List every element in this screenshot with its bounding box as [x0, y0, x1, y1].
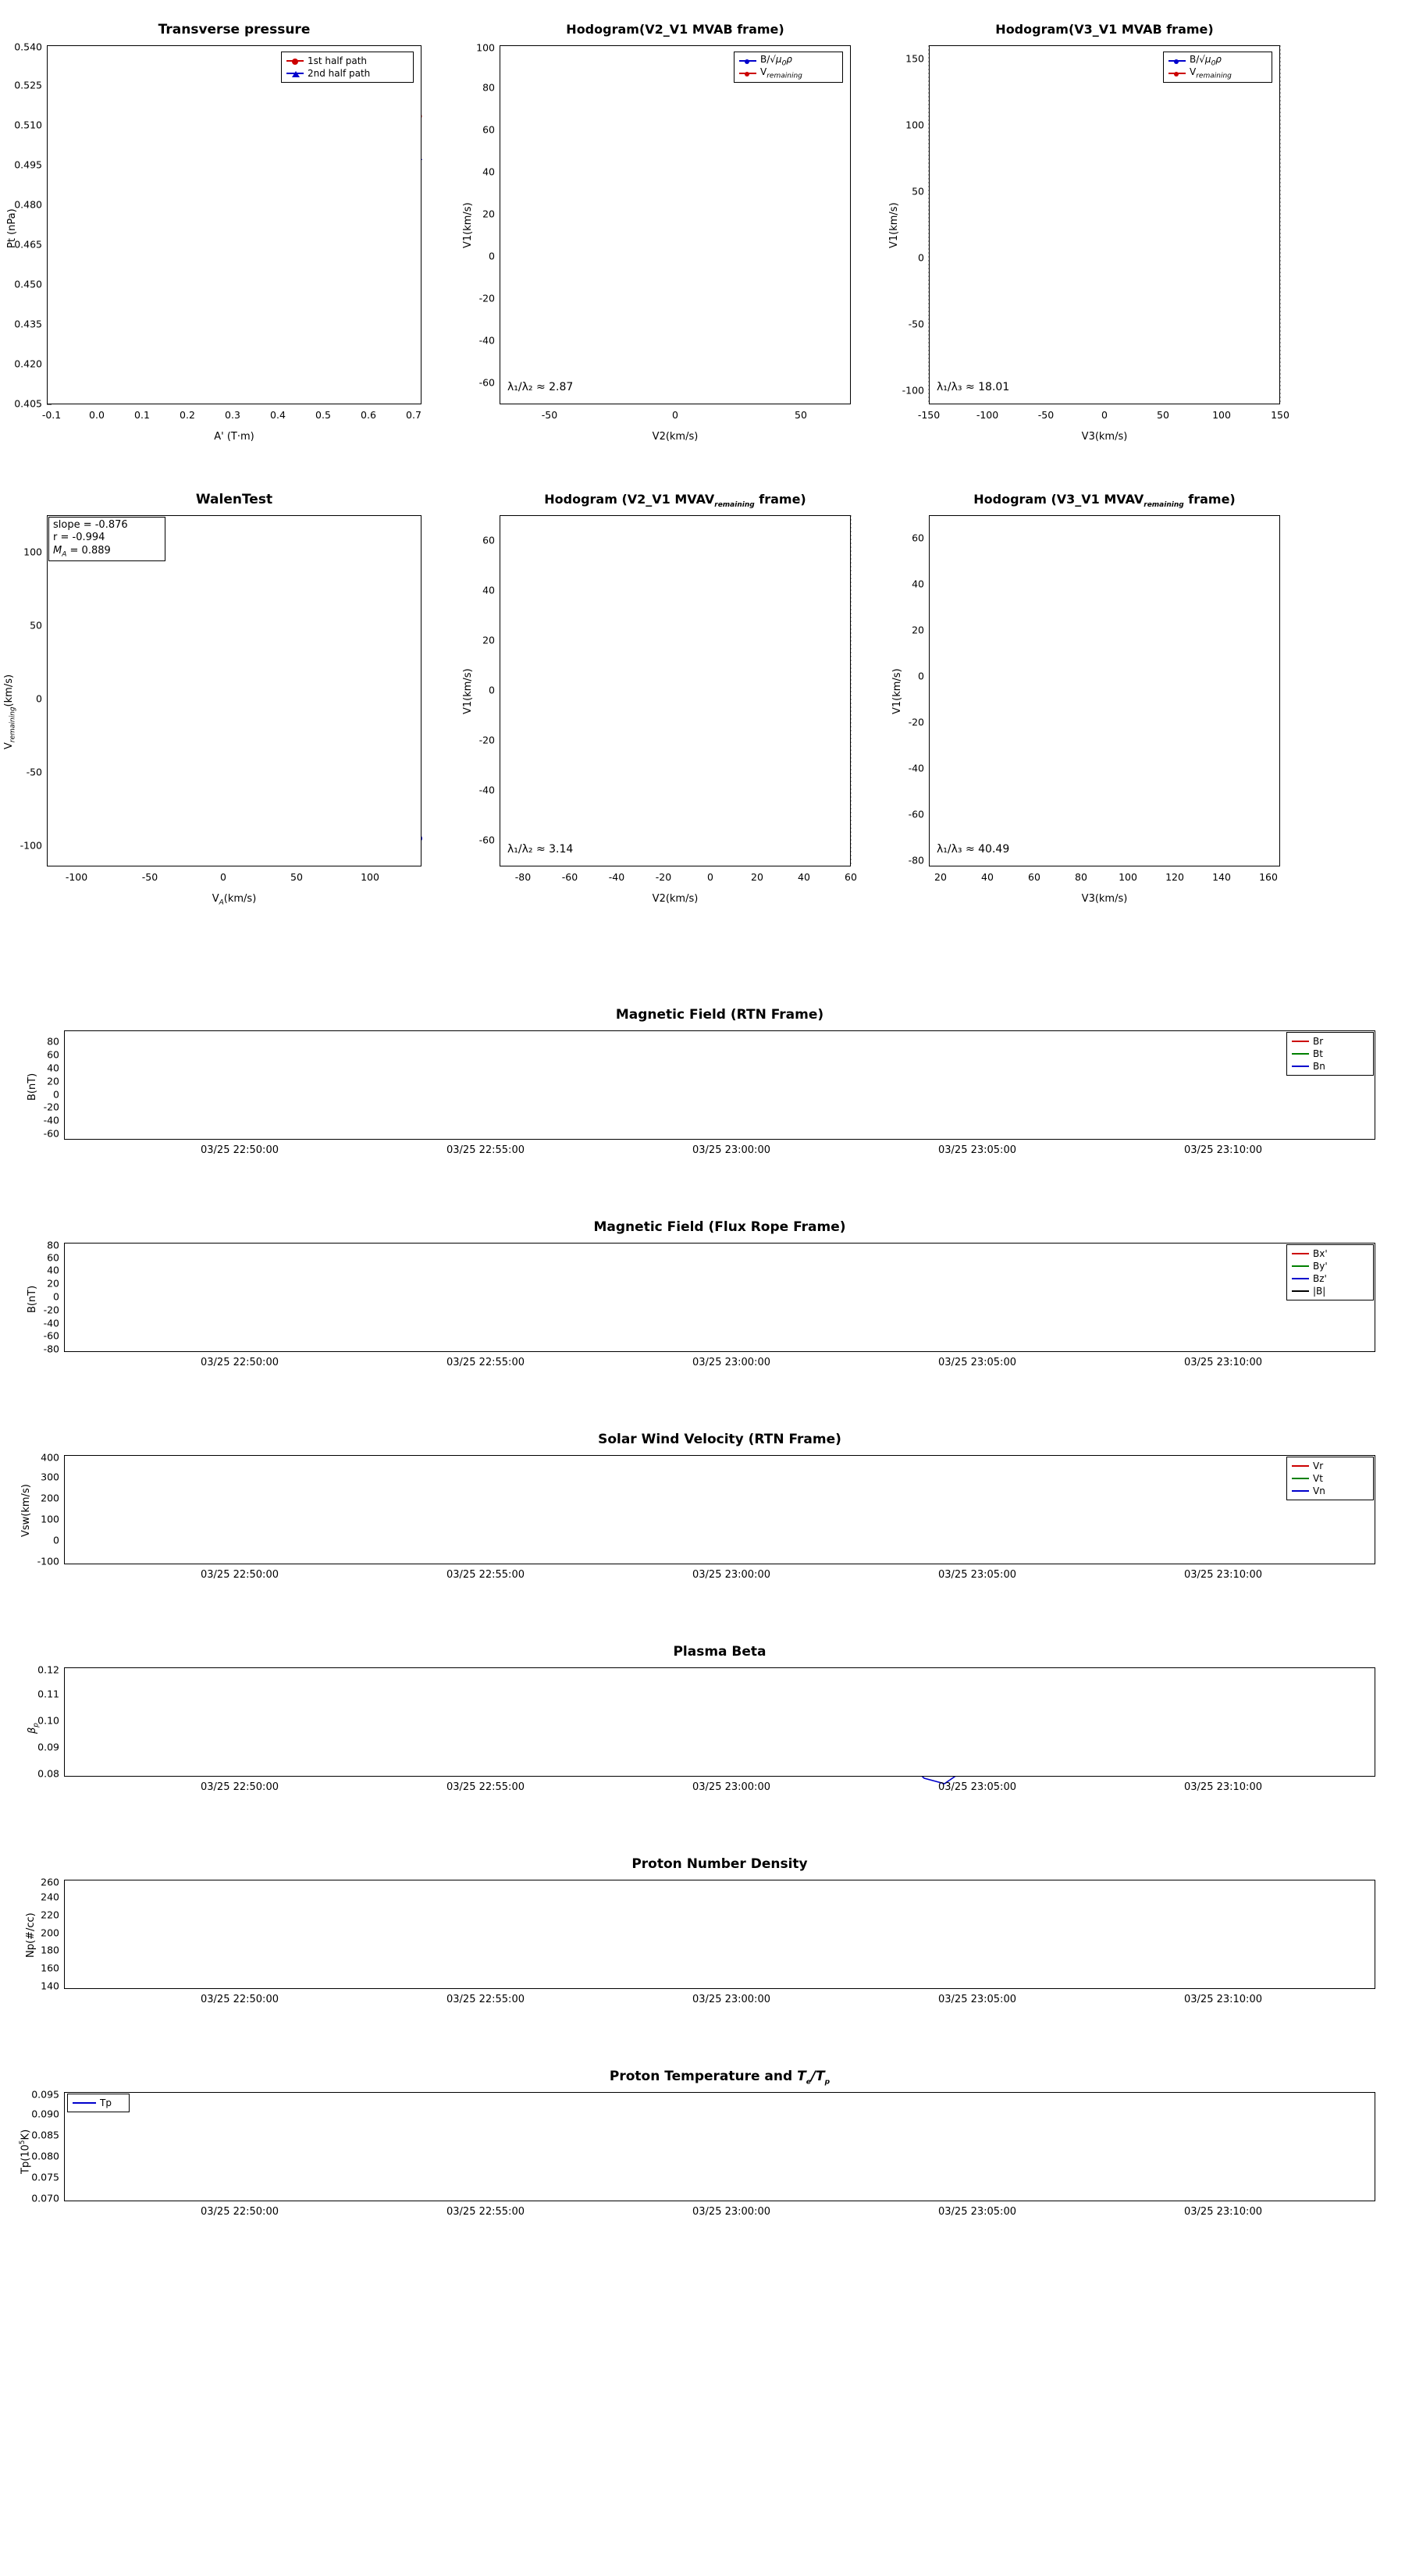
- line-swatch: [1292, 1053, 1309, 1055]
- svg-text:-50: -50: [908, 318, 924, 330]
- panel-title: Magnetic Field (Flux Rope Frame): [593, 1219, 846, 1235]
- svg-text:20: 20: [934, 871, 947, 883]
- svg-text:100: 100: [1119, 871, 1137, 883]
- legend-label: Vr: [1313, 1461, 1324, 1471]
- svg-text:60: 60: [47, 1048, 59, 1061]
- circle-marker-icon: [1174, 72, 1179, 76]
- svg-text:40: 40: [47, 1062, 59, 1074]
- axes-frame: [929, 45, 1280, 404]
- line-swatch: [1292, 1041, 1309, 1042]
- legend-item: [286, 55, 408, 67]
- legend-label: Bx': [1313, 1248, 1328, 1259]
- svg-text:-60: -60: [43, 1329, 59, 1342]
- line-swatch: [1292, 1066, 1309, 1067]
- eigenvalue-ratio-annotation: λ₁/λ₂ ≈ 3.14: [507, 843, 574, 856]
- y-axis-label: Pt (nPa): [6, 208, 18, 248]
- legend-item: [1292, 1247, 1368, 1260]
- legend-label: $B/√\mu_0\rho$: [760, 54, 792, 68]
- svg-text:-100: -100: [902, 384, 924, 397]
- axes-frame: [64, 1880, 1375, 1989]
- x-tick-label: 03/25 23:00:00: [692, 1144, 770, 1156]
- svg-text:80: 80: [47, 1239, 59, 1251]
- line-swatch: [1292, 1290, 1309, 1292]
- line-swatch: [286, 60, 304, 62]
- svg-text:-40: -40: [608, 871, 625, 883]
- svg-text:40: 40: [47, 1264, 59, 1276]
- svg-text:0: 0: [1101, 409, 1108, 421]
- axes-frame: [64, 1243, 1375, 1352]
- svg-text:0.08: 0.08: [37, 1767, 59, 1780]
- svg-text:0.405: 0.405: [14, 397, 42, 410]
- x-axis-label: V2(km/s): [652, 431, 699, 443]
- x-tick-label: 03/25 22:55:00: [446, 2206, 525, 2218]
- legend-item: [1292, 1035, 1368, 1048]
- svg-text:0.070: 0.070: [31, 2192, 59, 2204]
- svg-text:-50: -50: [1037, 409, 1055, 421]
- line-swatch: [286, 73, 304, 74]
- svg-text:100: 100: [476, 41, 495, 54]
- y-axis-label: V1(km/s): [462, 202, 474, 248]
- panel-title: Proton Number Density: [631, 1856, 808, 1872]
- svg-text:-100: -100: [65, 871, 88, 883]
- x-tick-label: 03/25 23:10:00: [1184, 1994, 1262, 2005]
- panel-title: Hodogram(V3_V1 MVAB frame): [995, 22, 1214, 37]
- svg-text:0: 0: [672, 409, 678, 421]
- y-axis-label: V1(km/s): [462, 668, 474, 714]
- panel-title: Magnetic Field (RTN Frame): [615, 1007, 824, 1023]
- svg-text:60: 60: [1028, 871, 1040, 883]
- y-axis-label: $V_{remaining}(km/s)$: [3, 674, 17, 749]
- x-tick-label: 03/25 22:55:00: [446, 1781, 525, 1793]
- x-axis-label: V2(km/s): [652, 893, 699, 905]
- svg-text:-100: -100: [37, 1555, 59, 1567]
- axes-frame: [500, 515, 851, 866]
- svg-text:-60: -60: [908, 808, 924, 820]
- legend-label: By': [1313, 1261, 1328, 1272]
- line-swatch: [1292, 1278, 1309, 1279]
- x-tick-label: 03/25 22:50:00: [201, 1781, 279, 1793]
- panel-proton-temperature: [19, 2069, 1375, 2218]
- axes-frame: [500, 45, 851, 404]
- axes-frame: [64, 1030, 1375, 1140]
- x-tick-label: 03/25 23:05:00: [938, 1569, 1016, 1581]
- x-axis-label: $V_A(km/s)$: [212, 893, 257, 907]
- svg-text:0.450: 0.450: [14, 278, 42, 290]
- legend-label: 1st half path: [308, 55, 368, 66]
- panel-magnetic-field-flux-rope: [27, 1219, 1375, 1368]
- line-swatch: [1168, 60, 1186, 62]
- legend-label: $V_{remaining}$: [1190, 66, 1232, 80]
- legend: [1286, 1032, 1374, 1076]
- svg-text:20: 20: [912, 624, 924, 636]
- panel-title: Transverse pressure: [158, 22, 311, 37]
- svg-text:60: 60: [482, 123, 495, 136]
- svg-text:-60: -60: [478, 834, 495, 846]
- x-tick-label: 03/25 22:50:00: [201, 1357, 279, 1368]
- svg-text:50: 50: [1157, 409, 1169, 421]
- svg-text:60: 60: [912, 532, 924, 544]
- line-swatch: [1292, 1490, 1309, 1492]
- legend: [1286, 1457, 1374, 1500]
- legend: [1163, 52, 1272, 83]
- svg-text:-60: -60: [478, 376, 495, 389]
- legend: [1286, 1244, 1374, 1300]
- svg-text:0.495: 0.495: [14, 158, 42, 171]
- legend-item: [286, 67, 408, 80]
- svg-text:40: 40: [482, 584, 495, 596]
- legend-label: Vn: [1313, 1485, 1325, 1496]
- legend-label: Br: [1313, 1036, 1324, 1047]
- x-tick-label: 03/25 23:00:00: [692, 1781, 770, 1793]
- x-tick-label: 03/25 23:10:00: [1184, 1781, 1262, 1793]
- panel-proton-number-density: [25, 1856, 1375, 2005]
- panel-title: Proton Temperature and $T_e/T_p$: [609, 2069, 831, 2087]
- svg-text:0: 0: [53, 1534, 59, 1546]
- svg-text:100: 100: [23, 546, 42, 558]
- panel-transverse-pressure: [6, 22, 422, 443]
- x-tick-label: 03/25 23:10:00: [1184, 1569, 1262, 1581]
- line-swatch: [73, 2102, 96, 2104]
- legend-label: $V_{remaining}$: [760, 66, 802, 80]
- panel-title: Hodogram (V2_V1 $MVAV_{remaining}$ frame): [544, 492, 806, 510]
- svg-text:80: 80: [482, 81, 495, 94]
- svg-text:-40: -40: [43, 1114, 59, 1126]
- svg-text:220: 220: [41, 1909, 59, 1921]
- svg-text:-20: -20: [43, 1304, 59, 1316]
- line-swatch: [1292, 1265, 1309, 1267]
- circle-marker-icon: [1174, 59, 1179, 64]
- y-axis-label: Vsw(km/s): [20, 1484, 32, 1537]
- y-axis-label: V1(km/s): [891, 668, 903, 714]
- x-tick-label: 03/25 22:55:00: [446, 1994, 525, 2005]
- x-tick-label: 03/25 23:05:00: [938, 1357, 1016, 1368]
- svg-text:150: 150: [905, 52, 924, 65]
- svg-text:-40: -40: [478, 334, 495, 347]
- legend-item: [1168, 55, 1267, 67]
- svg-text:100: 100: [361, 871, 379, 883]
- x-tick-label: 03/25 23:05:00: [938, 1144, 1016, 1156]
- legend-label: 2nd half path: [308, 68, 371, 79]
- svg-text:40: 40: [798, 871, 810, 883]
- svg-text:300: 300: [41, 1471, 59, 1483]
- svg-text:80: 80: [47, 1035, 59, 1048]
- panel-title: Solar Wind Velocity (RTN Frame): [598, 1432, 841, 1447]
- y-axis-label: B(nT): [27, 1073, 38, 1101]
- svg-text:50: 50: [30, 619, 42, 632]
- svg-text:20: 20: [47, 1277, 59, 1290]
- eigenvalue-ratio-annotation: λ₁/λ₃ ≈ 18.01: [937, 381, 1010, 393]
- svg-text:-80: -80: [908, 854, 924, 866]
- panel-hodogram-v2v1-mvab: [462, 22, 851, 443]
- svg-text:0: 0: [489, 250, 495, 262]
- svg-text:0.2: 0.2: [180, 409, 195, 421]
- line-swatch: [1292, 1465, 1309, 1467]
- eigenvalue-ratio-annotation: λ₁/λ₃ ≈ 40.49: [937, 843, 1010, 856]
- svg-text:140: 140: [41, 1980, 59, 1992]
- y-axis-label: $\beta_p$: [27, 1722, 41, 1734]
- svg-text:40: 40: [912, 578, 924, 590]
- svg-text:0.10: 0.10: [37, 1714, 59, 1727]
- svg-text:-80: -80: [43, 1343, 59, 1355]
- x-axis-label: V3(km/s): [1081, 893, 1128, 905]
- svg-text:180: 180: [41, 1944, 59, 1956]
- svg-text:0: 0: [220, 871, 226, 883]
- line-swatch: [1292, 1253, 1309, 1254]
- svg-text:50: 50: [912, 185, 924, 197]
- svg-text:200: 200: [41, 1492, 59, 1504]
- x-tick-label: 03/25 22:55:00: [446, 1144, 525, 1156]
- svg-text:-20: -20: [655, 871, 672, 883]
- svg-text:-0.1: -0.1: [41, 409, 62, 421]
- svg-text:0.11: 0.11: [37, 1688, 59, 1700]
- svg-text:-80: -80: [514, 871, 532, 883]
- panel-magnetic-field-rtn: [27, 1007, 1375, 1156]
- svg-text:20: 20: [751, 871, 763, 883]
- svg-text:-100: -100: [20, 839, 42, 852]
- x-tick-label: 03/25 22:50:00: [201, 1144, 279, 1156]
- legend-label: |B|: [1313, 1286, 1326, 1297]
- eigenvalue-ratio-annotation: λ₁/λ₂ ≈ 2.87: [507, 381, 574, 393]
- svg-text:0: 0: [918, 670, 924, 682]
- x-tick-label: 03/25 23:10:00: [1184, 1357, 1262, 1368]
- x-tick-label: 03/25 23:10:00: [1184, 1144, 1262, 1156]
- legend-item: [1292, 1260, 1368, 1272]
- legend-item: [1292, 1272, 1368, 1285]
- legend-label: $B/√\mu_0\rho$: [1190, 54, 1222, 68]
- circle-marker-icon: [745, 59, 749, 64]
- legend-label: Bt: [1313, 1048, 1323, 1059]
- svg-text:20: 20: [47, 1075, 59, 1087]
- svg-text:0: 0: [918, 251, 924, 264]
- panel-title: Hodogram(V2_V1 MVAB frame): [566, 22, 784, 37]
- svg-text:-40: -40: [43, 1317, 59, 1329]
- svg-text:0: 0: [707, 871, 713, 883]
- x-tick-label: 03/25 23:10:00: [1184, 2206, 1262, 2218]
- svg-text:-20: -20: [43, 1101, 59, 1113]
- y-axis-label: V1(km/s): [888, 202, 900, 248]
- svg-text:0.1: 0.1: [134, 409, 150, 421]
- axes-frame: [64, 1455, 1375, 1564]
- r-value: r = -0.994: [53, 532, 105, 544]
- svg-text:50: 50: [795, 409, 807, 421]
- x-axis-label: A' (T·m): [214, 431, 254, 443]
- legend-item: [1292, 1460, 1368, 1472]
- svg-text:60: 60: [47, 1251, 59, 1264]
- svg-text:0.085: 0.085: [31, 2129, 59, 2141]
- axes-frame: [64, 2092, 1375, 2201]
- svg-text:0.5: 0.5: [315, 409, 331, 421]
- svg-text:0.540: 0.540: [14, 41, 42, 53]
- svg-text:0.080: 0.080: [31, 2150, 59, 2162]
- svg-text:160: 160: [1259, 871, 1278, 883]
- svg-text:-40: -40: [908, 762, 924, 774]
- x-tick-label: 03/25 23:00:00: [692, 2206, 770, 2218]
- svg-text:0.435: 0.435: [14, 318, 42, 330]
- legend-item: [1292, 1285, 1368, 1297]
- panel-title: Plasma Beta: [673, 1644, 767, 1660]
- legend-item: [1292, 1472, 1368, 1485]
- legend: [67, 2094, 130, 2112]
- svg-text:200: 200: [41, 1927, 59, 1939]
- svg-text:0.0: 0.0: [89, 409, 105, 421]
- line-swatch: [1168, 73, 1186, 74]
- panel-solar-wind-velocity: [20, 1432, 1375, 1581]
- panel-hodogram-v2v1-mvav: [462, 492, 857, 905]
- svg-text:-60: -60: [43, 1127, 59, 1140]
- svg-text:40: 40: [482, 165, 495, 178]
- svg-text:0.525: 0.525: [14, 79, 42, 91]
- svg-text:-50: -50: [141, 871, 158, 883]
- legend-item: [73, 2097, 124, 2109]
- legend-label: Tp: [100, 2097, 112, 2108]
- svg-text:20: 20: [482, 208, 495, 220]
- line-swatch: [739, 73, 756, 74]
- svg-text:0.420: 0.420: [14, 358, 42, 370]
- svg-text:100: 100: [41, 1513, 59, 1525]
- svg-text:-100: -100: [976, 409, 999, 421]
- legend-item: [1168, 67, 1267, 80]
- axes-frame: [64, 1667, 1375, 1777]
- svg-text:-20: -20: [908, 716, 924, 728]
- triangle-marker-icon: [292, 71, 300, 77]
- x-tick-label: 03/25 23:00:00: [692, 1994, 770, 2005]
- svg-text:-20: -20: [478, 734, 495, 746]
- svg-text:60: 60: [482, 534, 495, 546]
- svg-text:0.465: 0.465: [14, 238, 42, 251]
- panel-hodogram-v3v1-mvab: [888, 22, 1289, 443]
- svg-text:0.090: 0.090: [31, 2108, 59, 2120]
- svg-text:0.09: 0.09: [37, 1741, 59, 1753]
- x-tick-label: 03/25 22:55:00: [446, 1357, 525, 1368]
- svg-text:40: 40: [981, 871, 994, 883]
- svg-text:0.7: 0.7: [406, 409, 422, 421]
- x-tick-label: 03/25 22:50:00: [201, 1994, 279, 2005]
- x-tick-label: 03/25 22:50:00: [201, 2206, 279, 2218]
- svg-text:0.3: 0.3: [225, 409, 240, 421]
- line-swatch: [1292, 1478, 1309, 1479]
- svg-text:-20: -20: [478, 292, 495, 304]
- x-tick-label: 03/25 23:00:00: [692, 1569, 770, 1581]
- svg-text:0.480: 0.480: [14, 198, 42, 211]
- legend-label: Bn: [1313, 1061, 1325, 1072]
- svg-text:-40: -40: [478, 784, 495, 796]
- svg-text:20: 20: [482, 634, 495, 646]
- svg-text:140: 140: [1212, 871, 1231, 883]
- svg-text:0.12: 0.12: [37, 1663, 59, 1676]
- x-tick-label: 03/25 22:55:00: [446, 1569, 525, 1581]
- svg-text:400: 400: [41, 1451, 59, 1464]
- svg-text:160: 160: [41, 1962, 59, 1974]
- panel-hodogram-v3v1-mvav: [891, 492, 1280, 905]
- slope-value: slope = -0.876: [53, 519, 128, 531]
- x-tick-label: 03/25 23:05:00: [938, 1781, 1016, 1793]
- line-swatch: [739, 60, 756, 62]
- svg-text:0: 0: [53, 1290, 59, 1303]
- svg-text:260: 260: [41, 1876, 59, 1888]
- svg-text:240: 240: [41, 1891, 59, 1903]
- panel-walen-test: [3, 492, 422, 907]
- svg-text:0.075: 0.075: [31, 2171, 59, 2183]
- svg-text:-50: -50: [541, 409, 558, 421]
- legend-item: [739, 55, 838, 67]
- svg-text:0: 0: [53, 1088, 59, 1101]
- legend-item: [1292, 1048, 1368, 1060]
- svg-text:-60: -60: [561, 871, 578, 883]
- axes-frame: [47, 515, 422, 866]
- svg-text:60: 60: [845, 871, 857, 883]
- svg-text:0.4: 0.4: [270, 409, 286, 421]
- y-axis-label: $Tp(10^5K)$: [19, 2129, 32, 2174]
- svg-text:120: 120: [1165, 871, 1184, 883]
- x-axis-label: V3(km/s): [1081, 431, 1128, 443]
- legend: [281, 52, 414, 83]
- svg-text:-150: -150: [917, 409, 941, 421]
- axes-frame: [929, 515, 1280, 866]
- legend: [734, 52, 843, 83]
- walen-stats-box: [48, 517, 165, 561]
- svg-text:0.6: 0.6: [361, 409, 376, 421]
- svg-text:80: 80: [1075, 871, 1087, 883]
- legend-item: [1292, 1060, 1368, 1073]
- svg-text:100: 100: [1212, 409, 1231, 421]
- x-tick-label: 03/25 22:50:00: [201, 1569, 279, 1581]
- svg-text:0: 0: [489, 684, 495, 696]
- svg-text:0.510: 0.510: [14, 119, 42, 131]
- legend-label: Bz': [1313, 1273, 1327, 1284]
- panel-title: WalenTest: [195, 492, 273, 507]
- circle-marker-icon: [292, 59, 298, 65]
- svg-text:0.095: 0.095: [31, 2088, 59, 2101]
- panel-title: Hodogram (V3_V1 $MVAV_{remaining}$ frame): [973, 492, 1236, 510]
- y-axis-label: B(nT): [27, 1285, 38, 1313]
- svg-text:150: 150: [1271, 409, 1289, 421]
- svg-text:0: 0: [36, 692, 42, 705]
- panel-plasma-beta: [27, 1644, 1375, 1793]
- svg-text:-50: -50: [26, 766, 42, 778]
- legend-item: [739, 67, 838, 80]
- ma-value: $M_A = 0.889$: [53, 544, 111, 559]
- x-tick-label: 03/25 23:05:00: [938, 2206, 1016, 2218]
- x-tick-label: 03/25 23:00:00: [692, 1357, 770, 1368]
- legend-label: Vt: [1313, 1473, 1323, 1484]
- x-tick-label: 03/25 23:05:00: [938, 1994, 1016, 2005]
- circle-marker-icon: [745, 72, 749, 76]
- svg-text:100: 100: [905, 119, 924, 131]
- axes-frame: [47, 45, 422, 404]
- svg-text:50: 50: [290, 871, 303, 883]
- legend-item: [1292, 1485, 1368, 1497]
- y-axis-label: Np(#/cc): [25, 1912, 37, 1958]
